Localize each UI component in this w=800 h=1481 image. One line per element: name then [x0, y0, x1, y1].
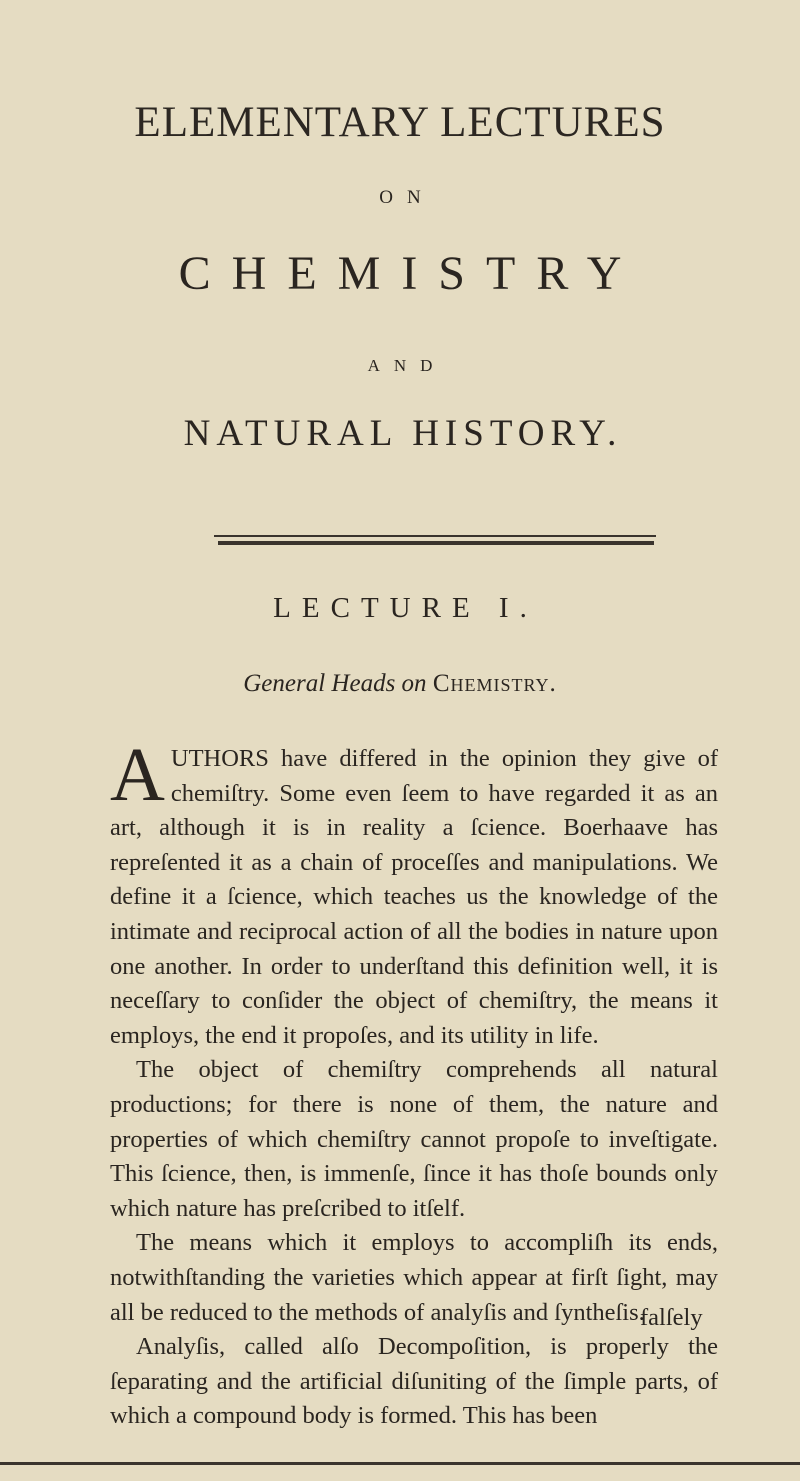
title-line-natural-history: NATURAL HISTORY.: [183, 413, 623, 454]
paragraph-4: Analyſis, called alſo Decompoſition, is properly the ſeparating and the artificial diſuniting of the ſimple parts, of which a compound body is formed. This has been: [110, 1333, 718, 1430]
lecture-heading: LECTURE I.: [273, 592, 538, 624]
divider-rule-thin: [214, 535, 656, 537]
drop-cap: A: [110, 733, 165, 817]
paragraph-3: The means which it employs to accompliſh its ends, notwithſtanding the varieties which appear at firſt ſight, may all be reduced to the methods of analyſis and ſyntheſis.: [110, 1229, 718, 1326]
subheading-caps: Chemistry.: [432, 670, 557, 697]
subheading-italic: General Heads on: [243, 670, 427, 697]
body-text: [110, 733, 718, 1434]
paragraph-2: The object of chemiſtry comprehends all natural productions; for there is none of them, the nature and properties of which chemiſtry cannot propoſe to inveſtigate. This ſcience, then, is immenſe, ſince it has thoſe bounds only which nature has preſcribed to itſelf.: [110, 1056, 718, 1222]
catchword: falſely: [640, 1304, 703, 1331]
bottom-edge-line: [0, 1462, 800, 1465]
title-line-elementary-lectures: ELEMENTARY LECTURES: [134, 99, 666, 146]
title-line-and: AND: [367, 356, 447, 375]
paragraph-1-text: UTHORS have differed in the opinion they give of chemiſtry. Some even ſeem to have regarded it as an art, although it is in reality a ſcience. Boerhaave has repreſented it as a chain of proceſſes and manipulations. We define it a ſcience, which teaches us the knowledge of the intimate and reciprocal action of all the bodies in nature upon one another. In order to underſtand this definition well, it is neceſſary to conſider the object of chemiſtry, the means it employs, the end it propoſes, and its utility in life.: [110, 745, 718, 1049]
paragraph-1: [110, 733, 718, 1053]
divider-rule-thick: [218, 541, 654, 545]
title-line-chemistry: CHEMISTRY: [178, 247, 643, 300]
lecture-subheading: [0, 670, 800, 698]
title-line-on: ON: [379, 187, 435, 208]
